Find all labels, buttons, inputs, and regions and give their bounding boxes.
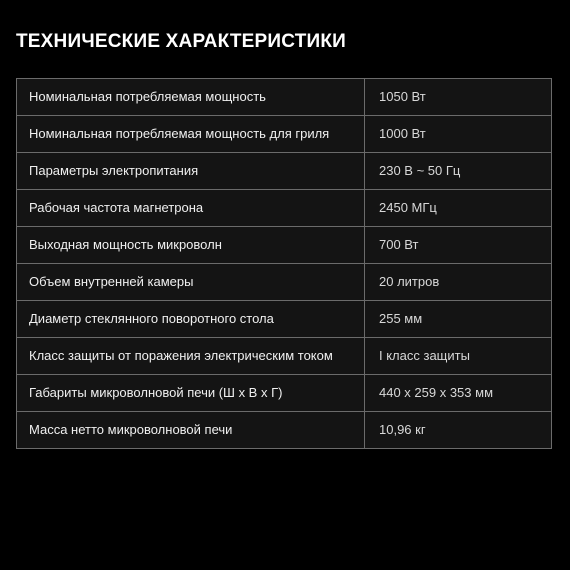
table-row: [17, 79, 552, 116]
spec-name: Параметры электропитания: [17, 153, 365, 190]
table-row: [17, 264, 552, 301]
spec-name: Номинальная потребляемая мощность для гриля: [17, 116, 365, 153]
spec-name: Номинальная потребляемая мощность: [17, 79, 365, 116]
table-row: [17, 338, 552, 375]
spec-table: [16, 78, 552, 449]
spec-value: 440 x 259 x 353 мм: [365, 375, 552, 412]
table-row: [17, 227, 552, 264]
spec-value: 2450 МГц: [365, 190, 552, 227]
spec-value: 1050 Вт: [365, 79, 552, 116]
spec-name: Габариты микроволновой печи (Ш x В x Г): [17, 375, 365, 412]
spec-value: 700 Вт: [365, 227, 552, 264]
spec-name: Класс защиты от поражения электрическим током: [17, 338, 365, 375]
spec-value: 255 мм: [365, 301, 552, 338]
spec-name: Рабочая частота магнетрона: [17, 190, 365, 227]
spec-name: Выходная мощность микроволн: [17, 227, 365, 264]
spec-name: Масса нетто микроволновой печи: [17, 412, 365, 449]
spec-value: 230 В ~ 50 Гц: [365, 153, 552, 190]
table-row: [17, 412, 552, 449]
spec-name: Диаметр стеклянного поворотного стола: [17, 301, 365, 338]
table-row: [17, 153, 552, 190]
table-row: [17, 301, 552, 338]
spec-value: 1000 Вт: [365, 116, 552, 153]
spec-value: I класс защиты: [365, 338, 552, 375]
spec-value: 10,96 кг: [365, 412, 552, 449]
table-row: [17, 375, 552, 412]
spec-name: Объем внутренней камеры: [17, 264, 365, 301]
page-title: ТЕХНИЧЕСКИЕ ХАРАКТЕРИСТИКИ: [16, 31, 347, 52]
table-row: [17, 116, 552, 153]
spec-value: 20 литров: [365, 264, 552, 301]
table-row: [17, 190, 552, 227]
